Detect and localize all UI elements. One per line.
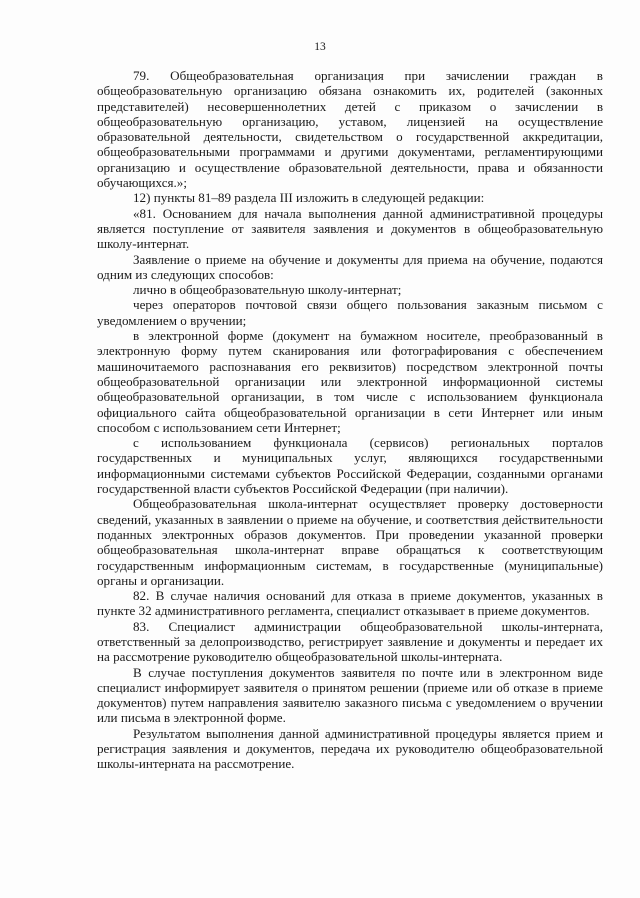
paragraph-81: «81. Основанием для начала выполнения данной административной процедуры является поступление от заявителя заявления и документов в общеобразовательную школу-интернат. (97, 205, 603, 252)
paragraph-79: 79. Общеобразовательная организация при зачислении граждан в общеобразовательную организацию обязана ознакомить их, родителей (законных представителей) несовершеннолетних детей с приказом о зачислении в общеобразовательную организацию, уставом, лицензией на осуществление образовательной деятельности, свидетельством о государственной аккредитации, общеобразовательными программами и другими документами, регламентирующими организацию и осуществление образовательной деятельности, права и обязанности обучающихся.»; (97, 68, 603, 191)
paragraph-amendment-12: 12) пункты 81–89 раздела III изложить в следующей редакции: (133, 190, 485, 206)
paragraph-82: 82. В случае наличия оснований для отказа в приеме документов, указанных в пункте 32 административного регламента, специалист отказывает в приеме документов. (97, 588, 603, 619)
paragraph-verification: Общеобразовательная школа-интернат осуществляет проверку достоверности сведений, указанных в заявлении о приеме на обучение, и соответствия действительности поданных электронных образов документов. При проведении указанной проверки общеобразовательная школа-интернат вправе обращаться к соответствующим государственным информационным системам, в государственные (муниципальные) органы и организации. (97, 496, 603, 588)
paragraph-result: Результатом выполнения данной административной процедуры является прием и регистрация заявления и документов, передача их руководителю общеобразовательной школы-интерната на рассмотрение. (97, 725, 603, 772)
paragraph-submission-methods: Заявление о приеме на обучение и документы для приема на обучение, подаются одним из следующих способов: (97, 251, 603, 282)
paragraph-method-electronic: в электронной форме (документ на бумажном носителе, преобразованный в электронную форму путем сканирования или фотографирования с обеспечением машиночитаемого распознавания его реквизитов) посредством электронной почты общеобразовательной организации или электронной информационной системы общеобразовательной организации, в том числе с использованием функционала официального сайта общеобразовательной организации в сети Интернет или иным способом с использованием сети Интернет; (97, 328, 603, 435)
page-number: 13 (314, 41, 326, 53)
paragraph-method-post: через операторов почтовой связи общего пользования заказным письмом с уведомлением о вручении; (97, 297, 603, 328)
paragraph-83: 83. Специалист администрации общеобразовательной школы-интерната, ответственный за делопроизводство, регистрирует заявление и документы и передает их на рассмотрение руководителю общеобразовательной школы-интерната. (97, 618, 603, 665)
paragraph-notification: В случае поступления документов заявителя по почте или в электронном виде специалист информирует заявителя о принятом решении (приеме или об отказе в приеме документов) путем направления заявителю заказного письма с уведомлением о вручении или письма в электронной форме. (97, 664, 603, 726)
paragraph-method-in-person: лично в общеобразовательную школу-интернат; (133, 282, 402, 298)
paragraph-method-portal: с использованием функционала (сервисов) региональных порталов государственных и муниципальных услуг, являющихся государственными информационными системами субъектов Российской Федерации, созданными органами государственной власти субъектов Российской Федерации (при наличии). (97, 435, 603, 497)
document-body (97, 68, 603, 772)
